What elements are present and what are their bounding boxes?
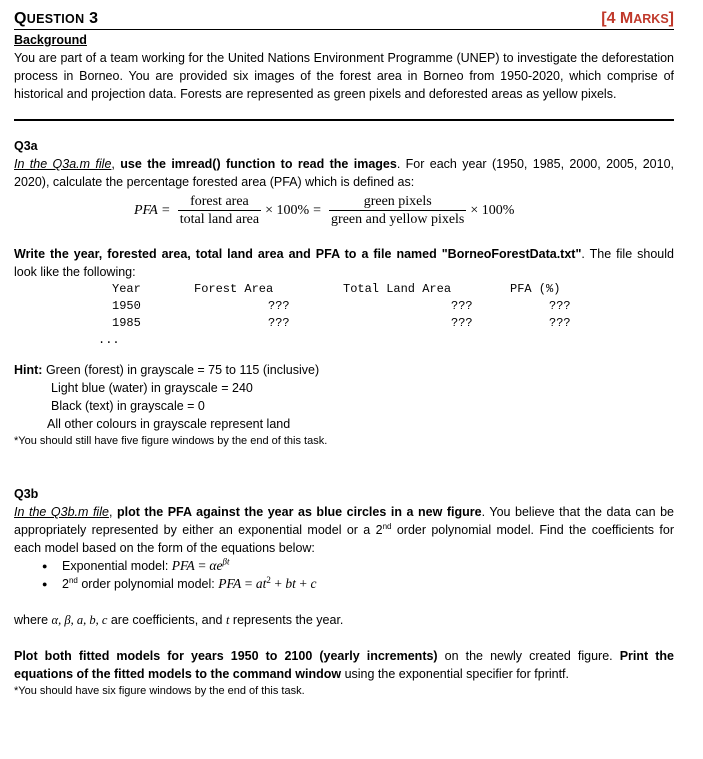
q3a-write-instruction: Write the year, forested area, total land area and PFA to a file named "BorneoForestData.txt". The file should look like the following: — [14, 247, 674, 279]
marks-label: [4 MARKS] — [601, 10, 674, 27]
question-header — [14, 10, 674, 30]
table-cell: ??? — [451, 299, 473, 313]
q3b-note: *You should have six figure windows by the end of this task. — [14, 685, 305, 697]
background-text: You are part of a team working for the United Nations Environment Programme (UNEP) to investigate the deforestation process in Borneo. You are provided six images of the forest area in Borneo from 1950-2020, which comprise of historical and projection data. Forests are represented as green pixels and deforested areas as yellow pixels. — [14, 51, 674, 101]
table-ellipsis: ... — [98, 333, 120, 347]
list-item: ● 2nd order polynomial model: PFA = $at^2$ + bt + c — [42, 575, 674, 593]
model-list — [14, 557, 674, 593]
table-cell: 1950 — [112, 299, 141, 313]
table-cell: ??? — [549, 299, 571, 313]
hint-line: Hint: Green (forest) in grayscale = 75 to 115 (inclusive) — [14, 363, 320, 377]
table-cell: ??? — [451, 316, 473, 330]
q3a-note: *You should still have five figure windows by the end of this task. — [14, 435, 328, 447]
hint-block — [14, 361, 674, 449]
section-divider — [14, 119, 674, 121]
table-cell: ??? — [268, 316, 290, 330]
where-text: where α, β, a, b, c are coefficients, and t represents the year. — [14, 613, 344, 627]
pfa-formula: PFA = $\frac{\text{forest area}}{\text{total land area}}$ × 100% = $\frac{\text{green pixels}}{\text{green and yellow pixels}}$ × 100% — [134, 194, 515, 227]
table-cell: ??? — [268, 299, 290, 313]
q3b-final-instruction: Plot both fitted models for years 1950 to 2100 (yearly increments) on the newly created figure. Print the equations of the fitted models to the command window using the exponential specifier for fprintf. — [14, 649, 674, 681]
header-year: Year — [112, 282, 141, 296]
hint-line: All other colours in grayscale represent land — [47, 417, 291, 431]
hint-line: Black (text) in grayscale = 0 — [51, 399, 205, 413]
fraction-green-pixels: $\frac{\text{green pixels}}{\text{green and yellow pixels}}$ — [331, 194, 465, 227]
header-total-land-area: Total Land Area — [343, 282, 452, 296]
q3b-file-ref: In the Q3b.m file — [14, 505, 109, 519]
file-format-table — [14, 281, 674, 333]
header-forest-area: Forest Area — [194, 282, 274, 296]
list-item: ● Exponential model: PFA = $\alpha e^{\beta t}$ — [42, 557, 674, 575]
fraction-forest-area: $\frac{\text{forest area}}{\text{total land area}}$ — [179, 194, 260, 227]
table-cell: ??? — [549, 316, 571, 330]
table-cell: 1985 — [112, 316, 141, 330]
question-page — [14, 10, 674, 699]
q3a-title: Q3a — [14, 139, 38, 153]
question-title: QUESTION 3 — [14, 10, 99, 27]
q3b-instruction: In the Q3b.m file, plot the PFA against the year as blue circles in a new figure. You believe that the data can be appropriately represented by either an exponential model or a 2nd order polynomial model. Find the coefficients for each model based on the form of the equations below: — [14, 505, 674, 555]
header-pfa: PFA (%) — [510, 282, 561, 296]
background-heading: Background — [14, 33, 87, 47]
q3a-instruction: In the Q3a.m file, use the imread() function to read the images. For each year (1950, 1985, 2000, 2005, 2010, 2020), calculate the percentage forested area (PFA) which is defined as: — [14, 157, 674, 189]
q3b-title: Q3b — [14, 487, 39, 501]
q3a-file-ref: In the Q3a.m file — [14, 157, 112, 171]
hint-line: Light blue (water) in grayscale = 240 — [51, 381, 253, 395]
